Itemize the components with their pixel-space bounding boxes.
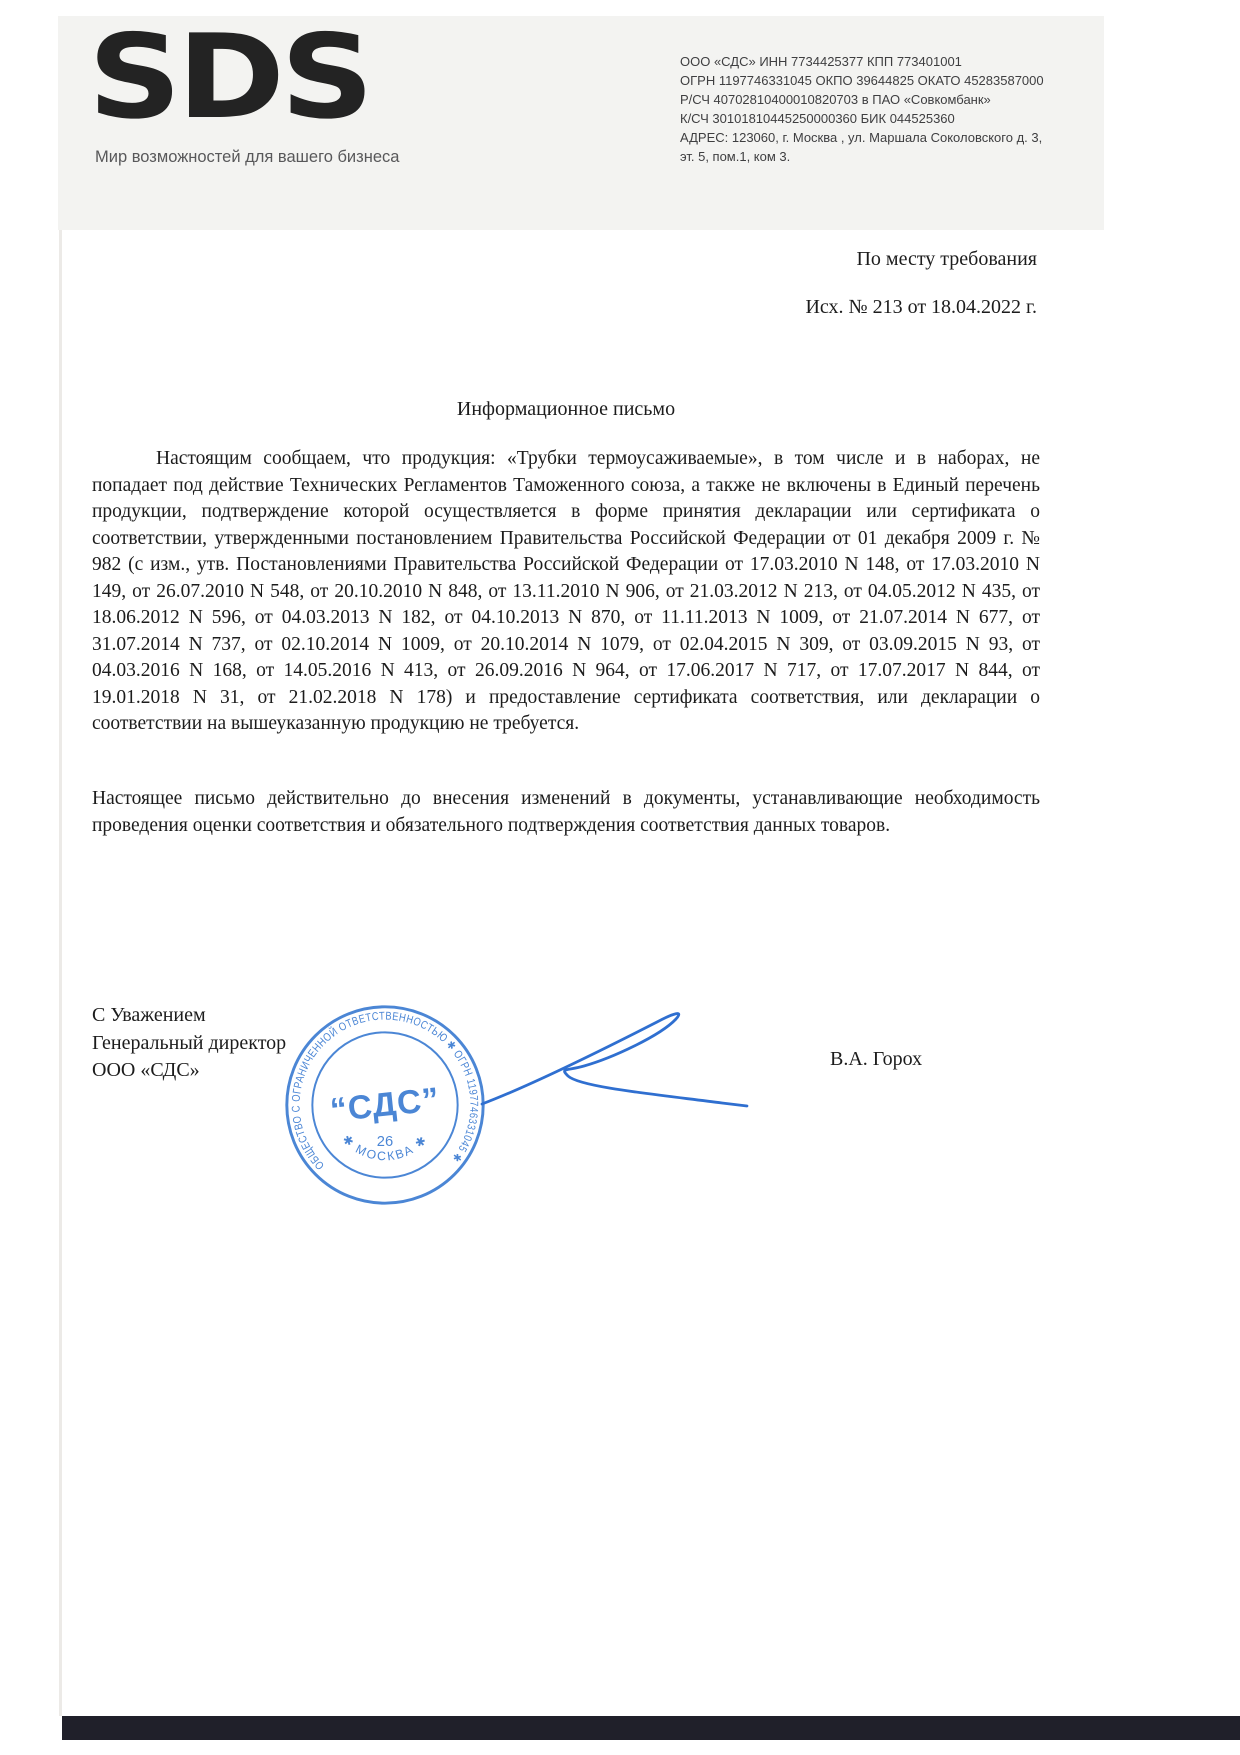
closing-line-regards: С Уважением [92,1004,206,1026]
stamp-ring-text: ОБЩЕСТВО С ОГРАНИЧЕННОЙ ОТВЕТСТВЕННОСТЬЮ ✱ ОГРН 1197746331045 ✱ [290,1010,480,1172]
company-logo: SDS [88,10,370,145]
letter-title: Информационное письмо [456,398,676,420]
company-stamp [277,997,493,1213]
signature-graphic [462,1000,762,1120]
outgoing-reference: Исх. № 213 от 18.04.2022 г. [805,296,1037,318]
company-details-line: АДРЕС: 123060, г. Москва , ул. Маршала Соколовского д. 3, [680,130,1043,145]
company-details-line: ОГРН 1197746331045 ОКПО 39644825 ОКАТО 45283587000 [680,73,1044,88]
signer-name: В.А. Горох [830,1048,923,1070]
closing-block [92,1002,286,1085]
stamp-graphic [277,997,493,1213]
stamp-city-text: ✱ МОСКВА ✱ [339,1132,431,1164]
footer-bar [62,1716,1240,1740]
stamp-number: 26 [376,1134,394,1151]
stamp-center-text: “СДС” [328,1081,442,1130]
company-details [680,52,1080,166]
body-paragraph-1: Настоящим сообщаем, что продукция: «Трубки термоусаживаемые», в том числе и в наборах, не попадает под действие Технических Регламентов Таможенного союза, а также не включены в Единый перечень продукции, подтверждение которой осуществляется в форме принятия декларации или сертификата о соответствии, утвержденными постановлением Правительства Российской Федерации от 01 декабря 2009 г. № 982 (с изм., утв. Постановлениями Правительства Российской Федерации от 17.03.2010 N 148, от 17.03.2010 N 149, от 26.07.2010 N 548, от 20.10.2010 N 848, от 13.11.2010 N 906, от 21.03.2012 N 213, от 04.05.2012 N 435, от 18.06.2012 N 596, от 04.03.2013 N 182, от 04.10.2013 N 870, от 11.11.2013 N 1009, от 21.07.2014 N 677, от 31.07.2014 N 737, от 02.10.2014 N 1009, от 20.10.2014 N 1079, от 02.04.2015 N 309, от 03.09.2015 N 93, от 04.03.2016 N 168, от 14.05.2016 N 413, от 26.09.2016 N 964, от 17.06.2017 N 717, от 17.07.2017 N 844, от 19.01.2018 N 31, от 21.02.2018 N 178) и предоставление сертификата соответствия, или декларации о соответствии на вышеуказанную продукцию не требуется. [92,448,1040,734]
company-details-line: эт. 5, пом.1, ком 3. [680,149,791,164]
closing-line-position: Генеральный директор [92,1031,287,1054]
signature-stroke [482,1014,747,1106]
handwritten-signature [462,1000,762,1120]
company-details-line: ООО «СДС» ИНН 7734425377 КПП 773401001 [680,54,962,69]
closing-line-company: ООО «СДС» [92,1059,200,1081]
body-paragraph-2: Настоящее письмо действительно до внесения изменений в документы, устанавливающие необходимость проведения оценки соответствия и обязательного подтверждения соответствия данных товаров. [92,788,1040,836]
recipient-line: По месту требования [856,248,1037,270]
company-tagline: Мир возможностей для вашего бизнеса [95,148,400,166]
company-details-line: К/СЧ 30101810445250000360 БИК 044525360 [680,111,955,126]
company-details-line: Р/СЧ 40702810400010820703 в ПАО «Совкомбанк» [680,92,991,107]
scan-edge-shadow [59,230,62,1716]
